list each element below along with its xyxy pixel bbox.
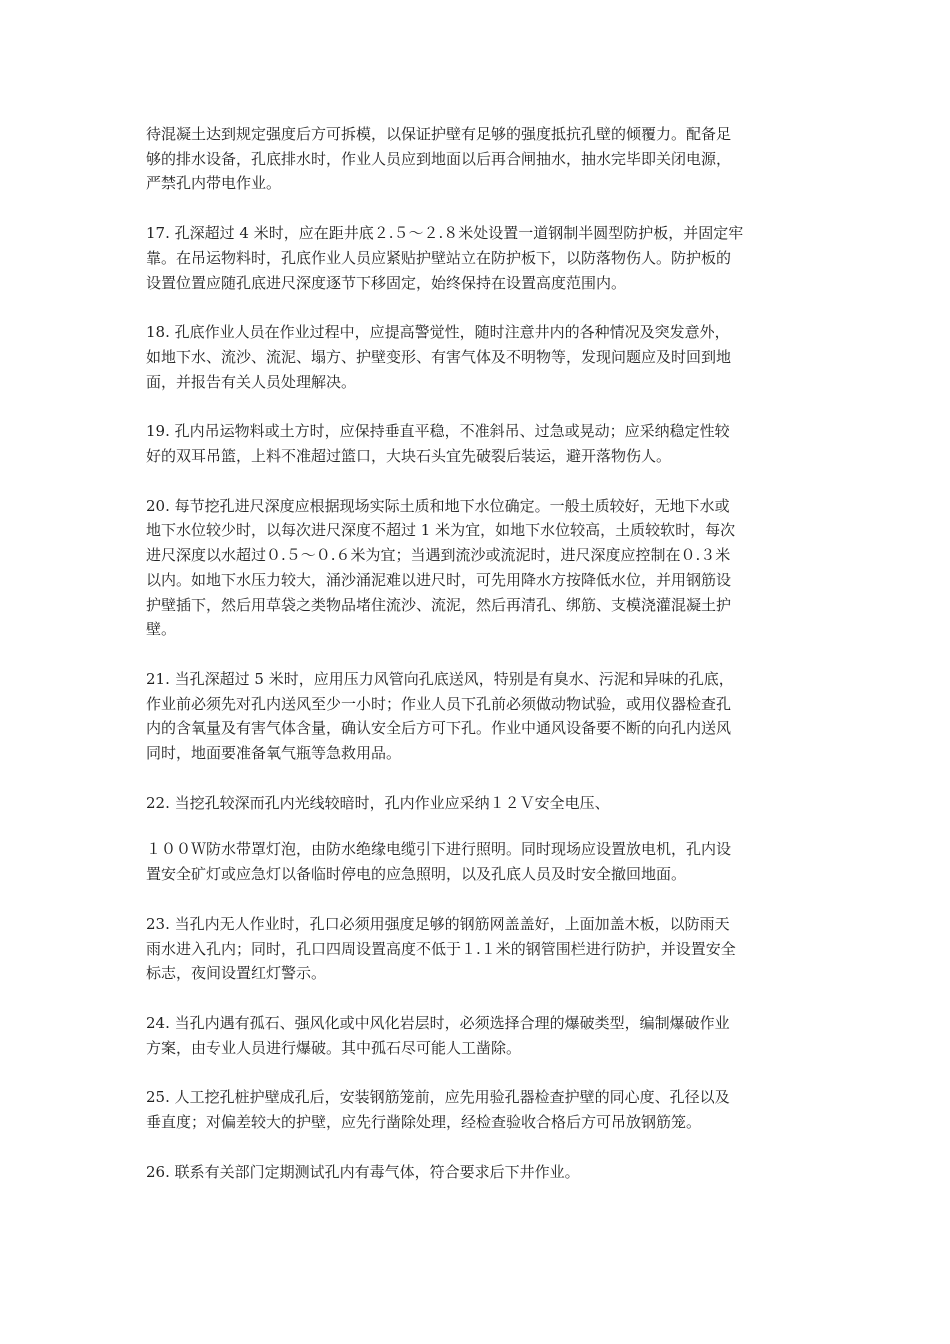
paragraph-item-26: 26. 联系有关部门定期测试孔内有毒气体，符合要求后下井作业。: [146, 1162, 580, 1181]
paragraph-continuation: 待混凝土达到规定强度后方可拆模，以保证护壁有足够的强度抵抗孔壁的倾覆力。配备足 够的排水设备，孔底排水时，作业人员应到地面以后再合闸抽水，抽水完毕即关闭电源， 严禁孔内带电作业。: [146, 125, 732, 193]
paragraph-item-20: 20. 每节挖孔进尺深度应根据现场实际土质和地下水位确定。一般土质较好，无地下水或 地下水位较少时，以每次进尺深度不超过 1 米为宜，如地下水位较高，土质较软时，每次 进尺深度以水超过０.５～０.６米为宜；当遇到流沙或流泥时，进尺深度应控制在０.３米 以内。如地下水压力较大，涌沙涌泥难以进尺时，可先用降水方按降低水位，并用钢筋设 护壁插下，然后用草袋之类物品堵住流沙、流泥，然后再清孔、绑筋、支模浇灌混凝土护 壁。: [146, 496, 736, 639]
paragraph-item-25: 25. 人工挖孔桩护壁成孔后，安装钢筋笼前，应先用验孔器检查护壁的同心度、孔径以及 垂直度；对偏差较大的护壁，应先行凿除处理，经检查验收合格后方可吊放钢筋笼。: [146, 1088, 730, 1132]
paragraph-item-23: 23. 当孔内无人作业时，孔口必须用强度足够的钢筋网盖盖好，上面加盖木板，以防雨天 雨水进入孔内；同时，孔口四周设置高度不低于１.１米的钢管围栏进行防护，并设置安全 标志，夜间设置红灯警示。: [146, 914, 736, 983]
paragraph-item-24: 24. 当孔内遇有孤石、强风化或中风化岩层时，必须选择合理的爆破类型，编制爆破作业 方案，由专业人员进行爆破。其中孤石尽可能人工凿除。: [146, 1013, 730, 1057]
paragraph-item-18: 18. 孔底作业人员在作业过程中，应提高警觉性，随时注意井内的各种情况及突发意外， 如地下水、流沙、流泥、塌方、护壁变形、有害气体及不明物等，发现问题应及时回到地 面，并报告有关人员处理解决。: [146, 323, 732, 391]
paragraph-item-22: 22. 当挖孔较深而孔内光线较暗时，孔内作业应采纳１２Ｖ安全电压、: [146, 793, 610, 812]
paragraph-item-17: 17. 孔深超过 4 米时，应在距井底２.５～２.８米处设置一道钢制半圆型防护板，并固定牢 靠。在吊运物料时，孔底作业人员应紧贴护壁站立在防护板下，以防落物伤人。防护板的 设置位置应随孔底进尺深度逐节下移固定，始终保持在设置高度范围内。: [146, 224, 744, 292]
document-page: [146, 122, 810, 1185]
paragraph-item-19: 19. 孔内吊运物料或土方时，应保持垂直平稳，不准斜吊、过急或晃动；应采纳稳定性较 好的双耳吊篮，上料不准超过篮口，大块石头宜先破裂后装运，避开落物伤人。: [146, 422, 730, 466]
paragraph-item-21: 21. 当孔深超过 5 米时，应用压力风管向孔底送风，特别是有臭水、污泥和异味的孔底， 作业前必须先对孔内送风至少一小时；作业人员下孔前必须做动物试验，或用仪器检查孔 内的含氧量及有害气体含量，确认安全后方可下孔。作业中通风设备要不断的向孔内送风 同时，地面要准备氧气瓶等急救用品。: [146, 669, 734, 763]
paragraph-item-22-continuation: １００Ｗ防水带罩灯泡，由防水绝缘电缆引下进行照明。同时现场应设置放电机，孔内设 置安全矿灯或应急灯以备临时停电的应急照明，以及孔底人员及时安全撤回地面。: [146, 840, 732, 884]
